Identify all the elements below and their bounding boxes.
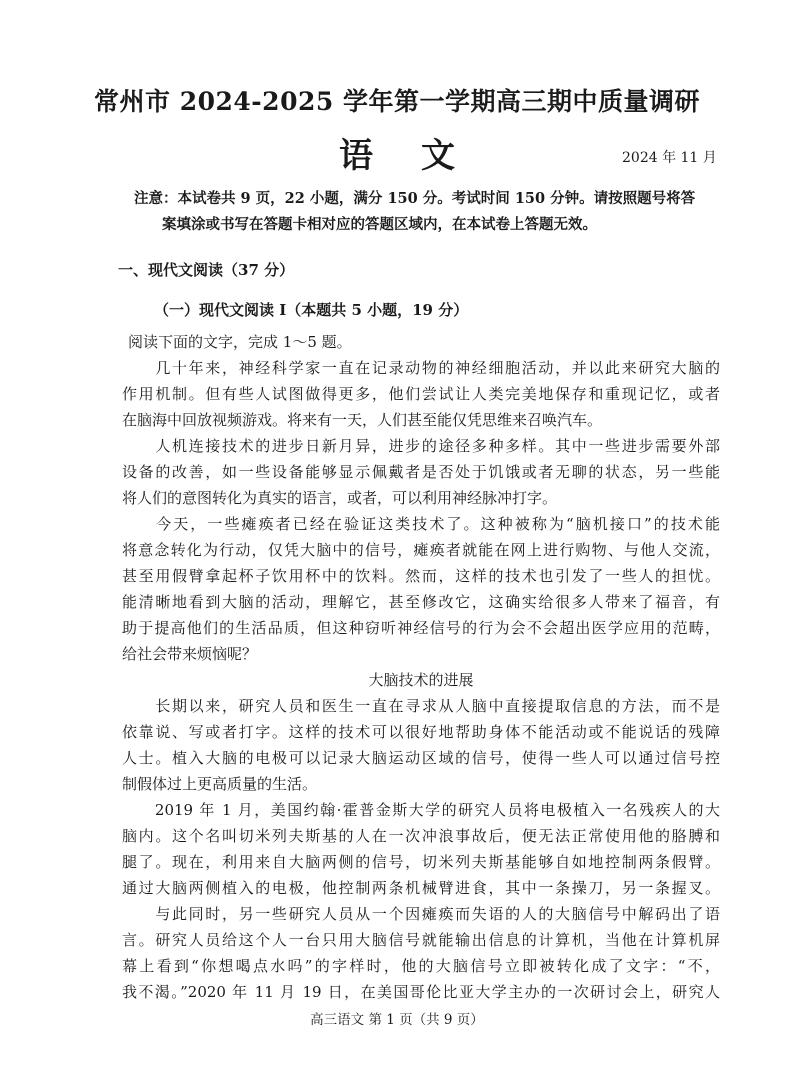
article-line: 言。研究人员给这个人一台只用大脑信号就能输出信息的计算机，当他在计算机屏: [122, 931, 720, 949]
passage-line: 今天，一些瘫痪者已经在验证这类技术了。这种被称为“脑机接口”的技术能: [122, 515, 720, 533]
article-line: 脑内。这个名叫切米列夫斯基的人在一次冲浪事故后，便无法正常使用他的胳膊和: [122, 827, 720, 845]
article-line: 通过大脑两侧植入的电极，他控制两条机械臂进食，其中一条操刀，另一条握叉。: [122, 879, 720, 897]
notice-text-1: 本试卷共 9 页，22 小题，满分 150 分。考试时间 150 分钟。请按照题号将答: [177, 190, 696, 207]
article-line: 制假体过上更高质量的生活。: [122, 775, 318, 793]
passage-line: 设备的改善，如一些设备能够显示佩戴者是否处于饥饿或者无聊的状态，另一些能: [122, 463, 720, 481]
notice-label: 注意：: [134, 190, 178, 207]
passage-line: 将意念转化为行动，仅凭大脑中的信号，瘫痪者就能在网上进行购物、与他人交流，: [122, 541, 720, 559]
passage-line: 将人们的意图转化为真实的语言，或者，可以利用神经脉冲打字。: [122, 489, 558, 507]
article-line: 我不渴。”2020 年 11 月 19 日，在美国哥伦比亚大学主办的一次研讨会上，研究人: [122, 983, 720, 1001]
article-line: 长期以来，研究人员和医生一直在寻求从人脑中直接提取信息的方法，而不是: [122, 697, 720, 715]
article-line: 腿了。现在，利用来自大脑两侧的信号，切米列夫斯基能够自如地控制两条假臂。: [122, 853, 720, 871]
passage-line: 给社会带来烦恼呢？: [122, 645, 258, 663]
article-line: 人士。植入大脑的电极可以记录大脑运动区域的信号，使得一些人可以通过信号控: [122, 749, 720, 767]
exam-date: 2024 年 11 月: [622, 150, 717, 166]
article-line: 2019 年 1 月，美国约翰·霍普金斯大学的研究人员将电极植入一名残疾人的大: [122, 801, 720, 819]
notice-line-1: [134, 186, 724, 212]
passage-line: 能清晰地看到大脑的活动，理解它，甚至修改它，这确实给很多人带来了福音，有: [122, 593, 720, 611]
article-line: 依靠说、写或者打字。这样的技术可以很好地帮助身体不能活动或不能说话的残障: [122, 723, 720, 741]
subsection-heading: （一）现代文阅读 I（本题共 5 小题，19 分）: [154, 301, 469, 319]
passage-line: 作用机制。但有些人试图做得更多，他们尝试让人类完美地保存和重现记忆，或者: [122, 385, 720, 403]
passage-line: 几十年来，神经科学家一直在记录动物的神经细胞活动，并以此来研究大脑的: [122, 359, 720, 377]
article-title: 大脑技术的进展: [368, 671, 474, 689]
article-line: 与此同时，另一些研究人员从一个因瘫痪而失语的人的大脑信号中解码出了语: [122, 905, 720, 923]
passage-line: 在脑海中回放视频游戏。将来有一天，人们甚至能仅凭思维来召唤汽车。: [122, 411, 603, 429]
reading-passage: [122, 329, 720, 1005]
subject-title: 语文: [339, 136, 503, 176]
article-line: 幕上看到“你想喝点水吗”的字样时，他的大脑信号立即被转化成了文字：“不，: [122, 957, 720, 975]
passage-line: 甚至用假臂拿起杯子饮用杯中的饮料。然而，这样的技术也引发了一些人的担忧。: [122, 567, 720, 585]
exam-notice: [134, 186, 724, 238]
reading-instruction: 阅读下面的文字，完成 1～5 题。: [128, 333, 352, 351]
section-heading: 一、现代文阅读（37 分）: [118, 261, 295, 279]
notice-line-2: 案填涂或书写在答题卡相对应的答题区域内，在本试卷上答题无效。: [162, 216, 597, 233]
passage-line: 助于提高他们的生活品质，但这种窃听神经信号的行为会不会超出医学应用的范畴，: [122, 619, 720, 637]
passage-line: 人机连接技术的进步日新月异，进步的途径多种多样。其中一些进步需要外部: [122, 437, 720, 455]
exam-title: 常州市 2024-2025 学年第一学期高三期中质量调研: [94, 87, 700, 116]
page-footer: 高三语文 第 1 页（共 9 页）: [310, 1012, 484, 1028]
